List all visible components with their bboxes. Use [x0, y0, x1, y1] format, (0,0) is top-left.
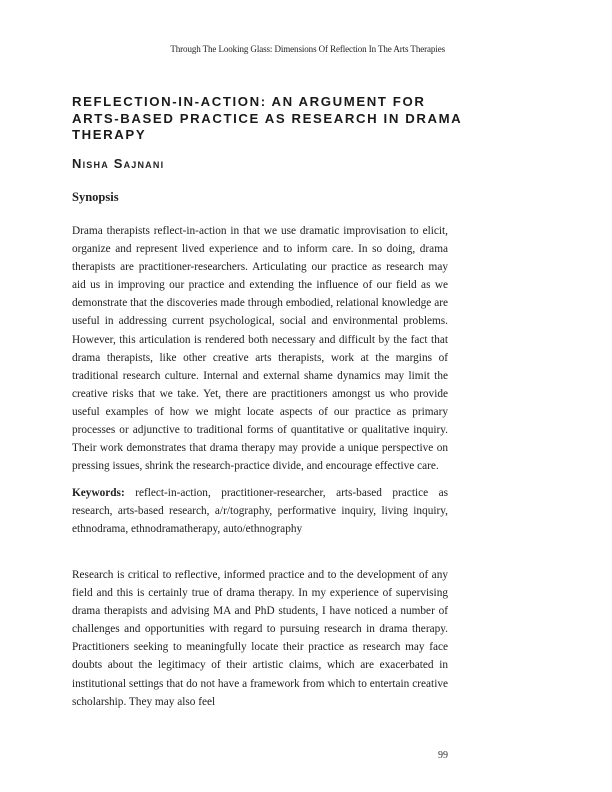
synopsis-paragraph: Drama therapists reflect-in-action in that we use dramatic improvisation to elicit, organize and represent lived experience and to inform care. In so doing, drama therapists are practitioner-researchers. Articulating our practice as research may aid us in improving our practice and extending the influence of our field as we demonstrate that the discoveries made through embodied, relational knowledge are useful in addressing current psychological, social and environmental problems. However, this articulation is rendered both necessary and difficult by the fact that drama therapists, like other creative arts therapists, work at the margins of traditional research culture. Internal and external shame dynamics may limit the creative risks that we take. Yet, there are practitioners amongst us who provide useful examples of how we might locate aspects of our practice as primary processes or adjunctive to traditional forms of quantitative or qualitative inquiry. Their work demonstrates that drama therapy may provide a unique perspective on pressing issues, shrink the research-practice divide, and encourage effective care.	[72, 225, 448, 473]
keywords-label: Keywords:	[72, 487, 125, 499]
page-number: 99	[438, 750, 448, 761]
author-name: Nisha Sajnani	[72, 156, 165, 171]
keywords-paragraph	[72, 484, 448, 538]
article-title: REFLECTION-IN-ACTION: AN ARGUMENT FOR ARTS-BASED PRACTICE AS RESEARCH IN DRAMA THERAPY	[72, 94, 462, 142]
synopsis-heading: Synopsis	[72, 190, 119, 204]
running-header-text: Through The Looking Glass: Dimensions Of Reflection In The Arts Therapies	[170, 44, 445, 54]
keywords-list: reflect-in-action, practitioner-researcher, arts-based practice as research, arts-based research, a/r/tography, performative inquiry, living inquiry, ethnodrama, ethnodramatherapy, auto/ethnography	[72, 487, 449, 536]
body-paragraph: Research is critical to reflective, informed practice and to the development of any field and this is certainly true of drama therapy. In my experience of supervising drama therapists and advising MA and PhD students, I have noticed a number of challenges and opportunities with regard to pursuing research in drama therapy. Practitioners seeking to meaningfully locate their practice as research may face doubts about the legitimacy of their artistic claims, which are exacerbated in institutional settings that do not have a framework from which to entertain creative scholarship. They may also feel	[72, 569, 448, 708]
